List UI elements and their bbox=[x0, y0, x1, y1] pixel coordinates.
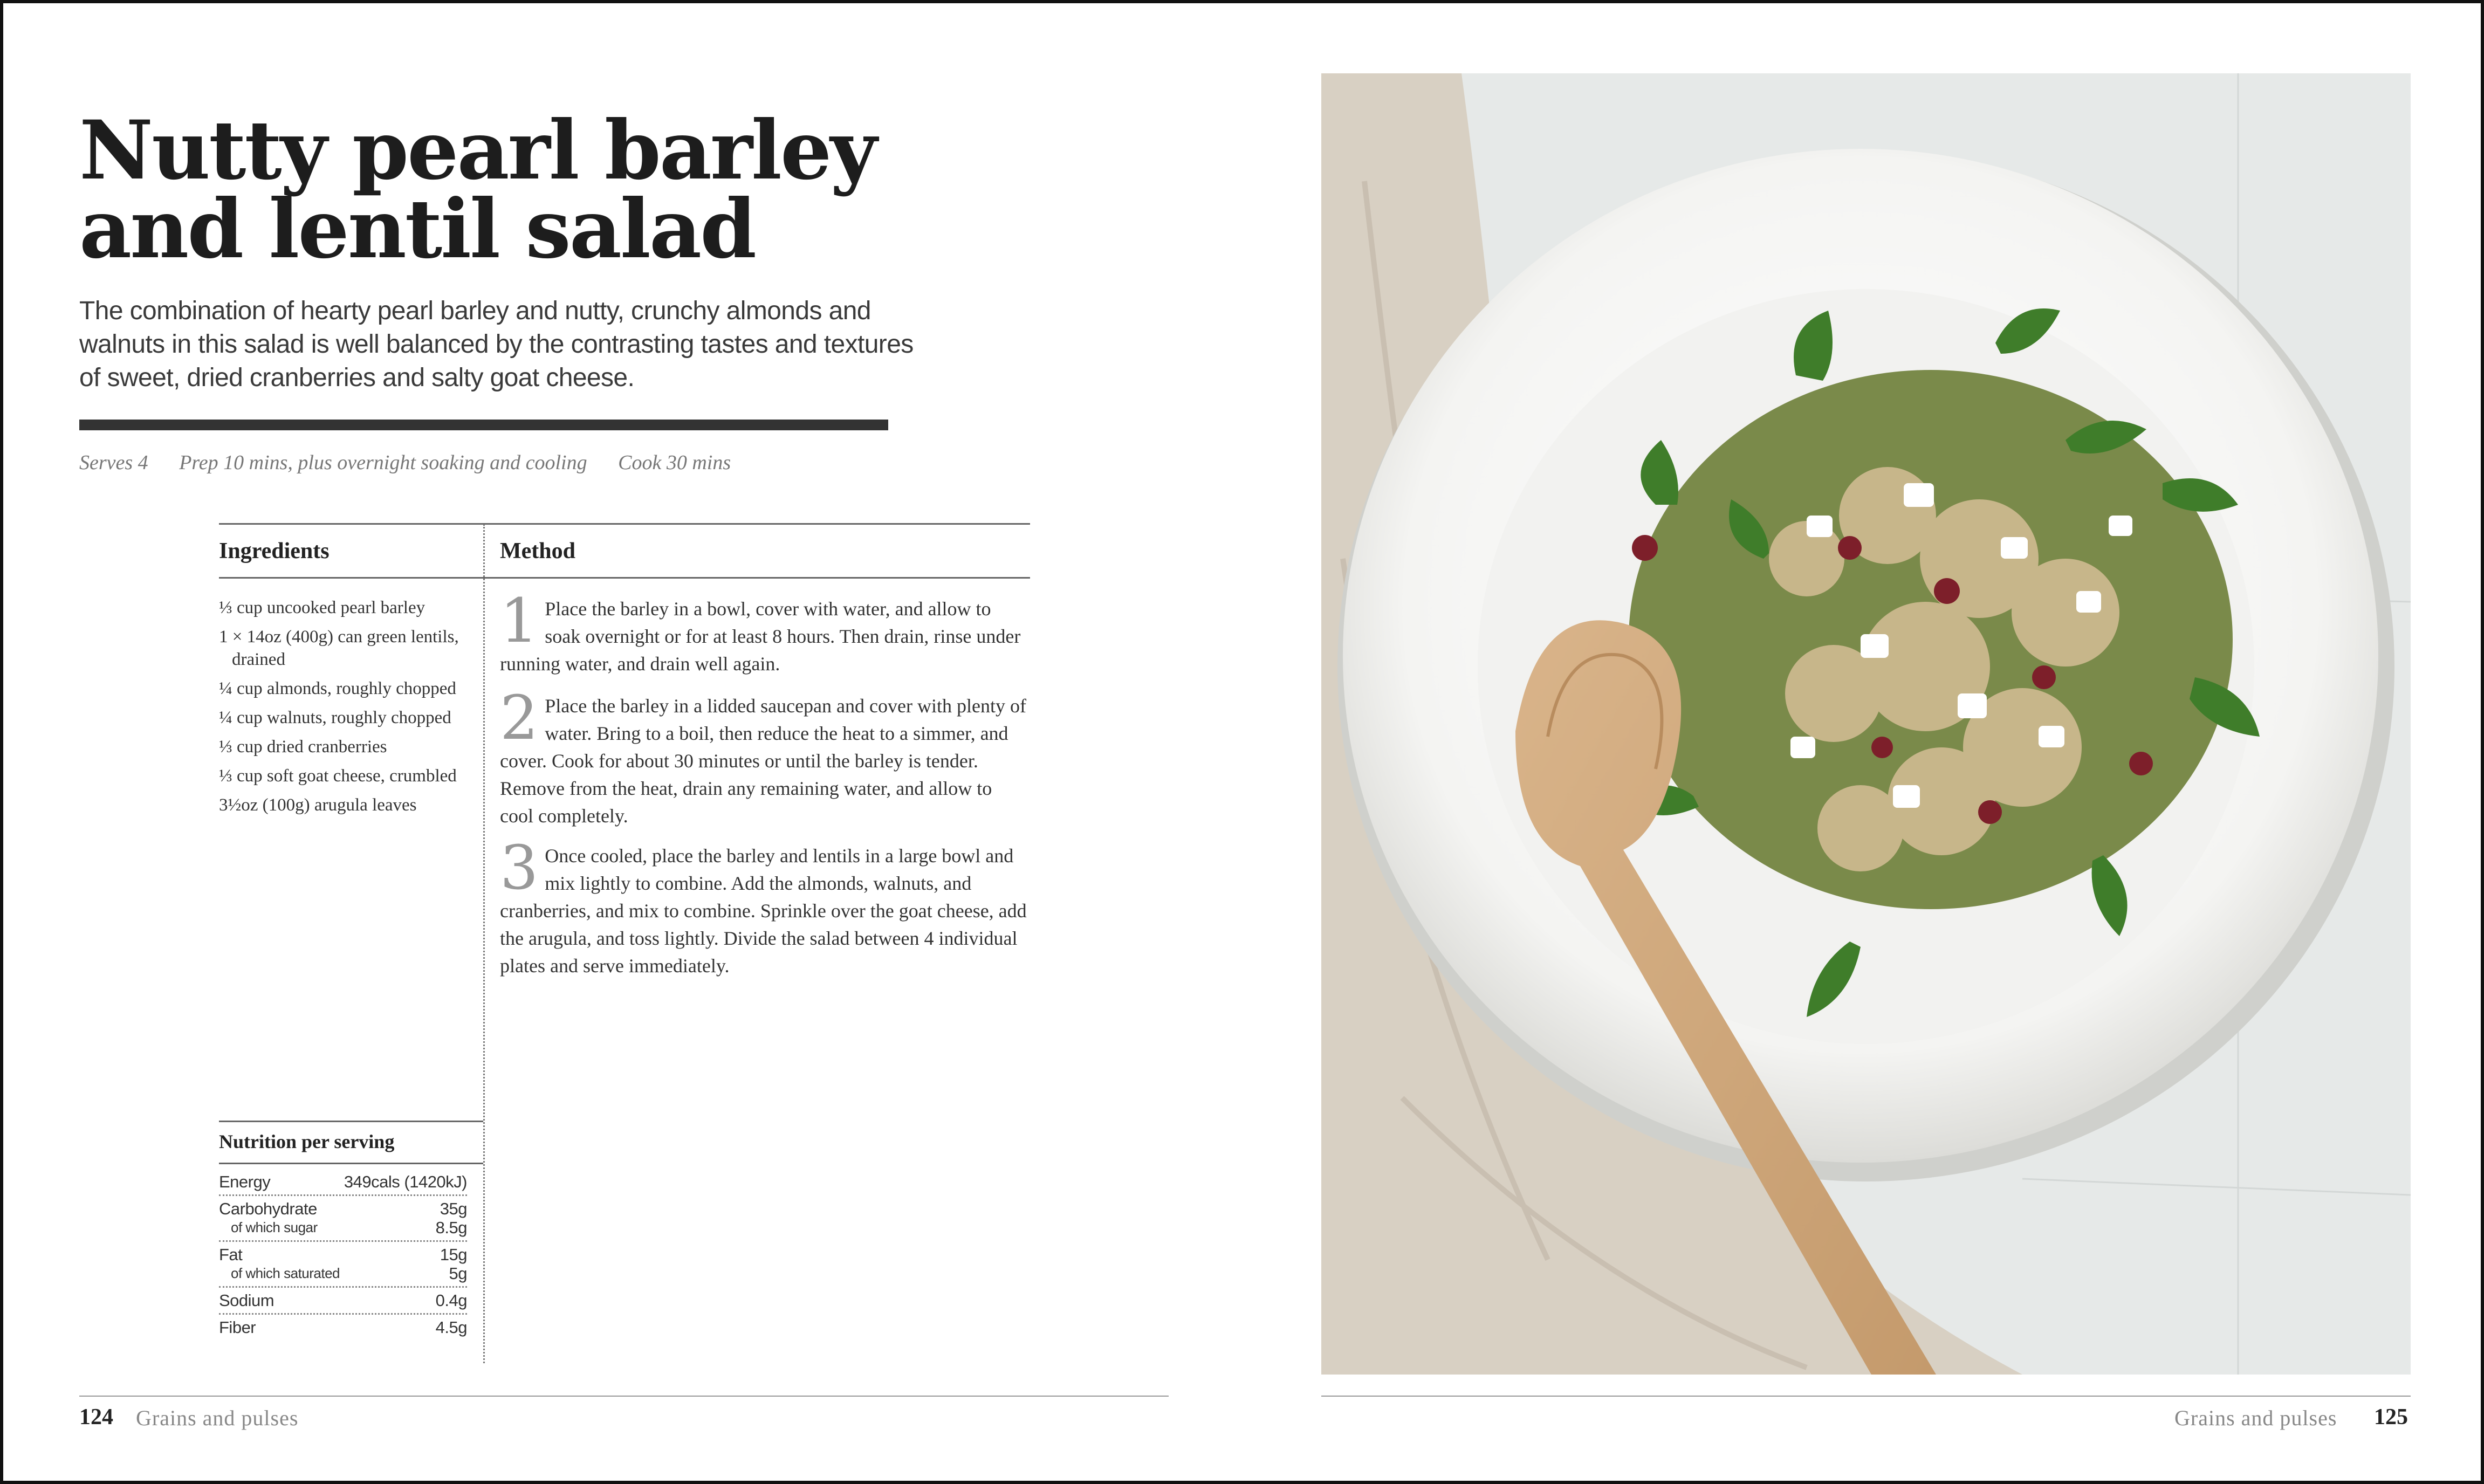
step-text: Once cooled, place the barley and lentils in a large bowl and mix lightly to combine. Add the almonds, walnuts, and cranberries, and mix to combine. Sprinkle over the goat cheese, add the arugula, and toss lightly. Divide the salad between 4 individual plates and serve immediately. bbox=[500, 845, 1027, 977]
ingredients-list bbox=[219, 596, 467, 823]
ingredient-item: 1 × 14oz (400g) can green lentils, drained bbox=[219, 627, 459, 669]
nutrition-label: Energy bbox=[219, 1172, 271, 1191]
ingredient-item: ¼ cup walnuts, roughly chopped bbox=[219, 708, 451, 727]
page-number-left: 124 bbox=[79, 1405, 113, 1430]
title-line-1: Nutty pearl barley bbox=[79, 103, 876, 198]
step-text: Place the barley in a lidded saucepan and cover with plenty of water. Bring to a boil, then reduce the heat to a simmer, and cover. Cook for about 30 minutes or until the barley is tender. Remove from the heat, drain any remaining water, and allow to cool completely. bbox=[500, 695, 1026, 827]
nutrition-label: Fiber bbox=[219, 1318, 256, 1337]
nutrition-row-energy bbox=[219, 1169, 467, 1196]
ingredient-item: ⅓ cup dried cranberries bbox=[219, 737, 387, 757]
nutrition-value: 4.5g bbox=[435, 1318, 467, 1337]
salad-photo-illustration bbox=[1321, 73, 2411, 1375]
nutrition-value: 35g bbox=[440, 1199, 467, 1218]
column-divider bbox=[483, 524, 485, 1363]
nutrition-row-fiber bbox=[219, 1315, 467, 1340]
intro-line-1: The combination of hearty pearl barley and nutty, crunchy almonds and bbox=[79, 297, 871, 325]
method-heading: Method bbox=[500, 539, 575, 564]
page-number-right: 125 bbox=[2374, 1405, 2408, 1430]
salad-photo bbox=[1321, 73, 2411, 1375]
intro-line-3: of sweet, dried cranberries and salty goat cheese. bbox=[79, 363, 635, 392]
nutrition-label: Fat bbox=[219, 1245, 243, 1264]
section-name-left: Grains and pulses bbox=[136, 1406, 299, 1430]
columns-heading-rule bbox=[219, 577, 1030, 579]
footer-rule-left bbox=[79, 1396, 1169, 1397]
nutrition-heading-rule bbox=[219, 1163, 483, 1164]
nutrition-sublabel: of which saturated bbox=[231, 1265, 340, 1281]
intro-line-2: walnuts in this salad is well balanced by the contrasting tastes and textures bbox=[79, 330, 914, 359]
nutrition-top-rule bbox=[219, 1121, 483, 1122]
step-number: 1 bbox=[500, 586, 539, 656]
footer-rule-right bbox=[1321, 1396, 2411, 1397]
recipe-intro bbox=[79, 294, 915, 395]
nutrition-value: 8.5g bbox=[435, 1218, 467, 1237]
nutrition-sublabel: of which sugar bbox=[231, 1219, 318, 1235]
step-text: Place the barley in a bowl, cover with water, and allow to soak overnight or for at least 8 hours. Then drain, rinse under running water, and drain well again. bbox=[500, 598, 1021, 675]
nutrition-heading: Nutrition per serving bbox=[219, 1131, 395, 1152]
method-step-2 bbox=[500, 683, 1028, 830]
nutrition-label: Carbohydrate bbox=[219, 1199, 317, 1218]
nutrition-value: 5g bbox=[449, 1264, 467, 1283]
serves-text: Serves 4 bbox=[79, 451, 148, 474]
recipe-title bbox=[79, 103, 942, 277]
section-name-right: Grains and pulses bbox=[2174, 1406, 2337, 1430]
step-number: 2 bbox=[500, 683, 539, 753]
method-step-1 bbox=[500, 586, 1028, 678]
cook-text: Cook 30 mins bbox=[618, 451, 731, 474]
ingredients-heading: Ingredients bbox=[219, 539, 330, 564]
ingredient-item: ¼ cup almonds, roughly chopped bbox=[219, 679, 456, 698]
recipe-meta bbox=[79, 451, 757, 475]
columns-top-rule bbox=[219, 523, 1030, 525]
step-number: 3 bbox=[500, 833, 539, 903]
nutrition-row-carbohydrate bbox=[219, 1196, 467, 1242]
nutrition-row-fat bbox=[219, 1242, 467, 1288]
method-step-3 bbox=[500, 833, 1028, 980]
nutrition-label: Sodium bbox=[219, 1291, 275, 1310]
ingredient-item: ⅓ cup soft goat cheese, crumbled bbox=[219, 766, 457, 786]
nutrition-value: 0.4g bbox=[435, 1291, 467, 1310]
nutrition-table bbox=[219, 1169, 467, 1340]
title-line-2: and lentil salad bbox=[79, 182, 756, 277]
prep-text: Prep 10 mins, plus overnight soaking and cooling bbox=[179, 451, 587, 474]
nutrition-value: 349cals (1420kJ) bbox=[344, 1172, 467, 1191]
title-divider bbox=[79, 420, 888, 430]
nutrition-value: 15g bbox=[440, 1245, 467, 1264]
ingredient-item: 3½oz (100g) arugula leaves bbox=[219, 795, 417, 815]
ingredient-item: ⅓ cup uncooked pearl barley bbox=[219, 598, 426, 617]
nutrition-row-sodium bbox=[219, 1288, 467, 1315]
